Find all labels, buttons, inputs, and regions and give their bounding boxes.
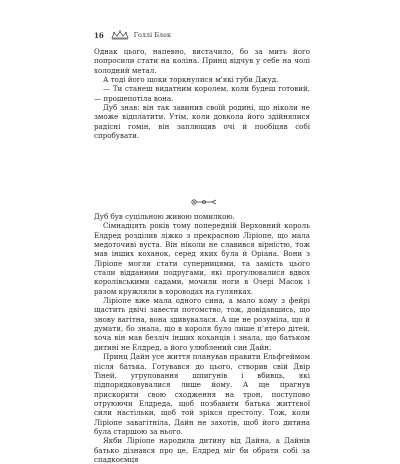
text-block-top — [94, 47, 310, 140]
text-block-bottom — [94, 212, 310, 464]
paragraph: Однак цього, напевно, вистачило, бо за мить його попросили стати на коліна. Принц відчув у себе на чолі холодний метал. — [94, 47, 310, 75]
ornamental-divider-icon — [190, 192, 218, 202]
paragraph: Дуб знав: він так завинив своїй родині, що ніколи не зможе відплатити. Утім, коли довкола його здійнялися радісні гомін, він заплющив очі й пообіцяв собі спробувати. — [94, 103, 310, 141]
paragraph: — Ти станеш видатним королем, коли будеш готовий, — прошепотіла вона. — [94, 84, 310, 103]
author-name: Голлі Блек — [133, 31, 172, 39]
paragraph: Сімнадцять років тому попередній Верховний король Елдред розділив ліжко з прекрасною Ліріопе, що мала медоточиві вуста. Він ніколи не славився вірністю, тож мав інших коханок, серед яких була й Оріана. Вони з Ліріопе могли стати суперницями, та замість цього стали відданими подругами, які прогулювалися вдвох королівськими садами, мочили ноги в Озері Масок і разом кружляли в хороводах на гулянках. — [94, 221, 310, 296]
paragraph: А тоді його щоки торкнулися м'які губи Джуд. — [103, 75, 279, 85]
page-number: 16 — [94, 30, 104, 40]
paragraph: Дуб був суцільною живою помилкою. — [94, 212, 235, 221]
paragraph: Якби Ліріопе народила дитину від Дайна, а Дайнів батько дізнався про це, Елдред міг би обрати собі за спадкоємця — [94, 436, 310, 464]
paragraph: Ліріопе вже мала одного сина, а мало кому з фейрі щастить двічі завести потомство, тож, довідавшись, що знову вагітна, вона здивувалася. А ще не розуміла, що й думати, бо знала, що в короля було лише п'ятеро дітей, хоча він мав безліч інших коханців і знала, що батьком дитині не Елдред, а його улюблений син Дайн. — [94, 296, 310, 352]
running-header — [94, 29, 171, 41]
paragraph: Принц Дайн усе життя планував правити Ельфгеймом після батька. Готувався до цього, створив свій Двір Тіней, угруповання шпигунів і вбивць, які підпорядковувалися лише йому. А ще прагнув прискорити свою сходження на трон, поступово отруюючи Елдреда, щоб позбавити батька життєвої сили настільки, щоб той зрікся престолу. Тож, коли Ліріопе завагітніла, Дайн не захотів, щоб його дитина була старшою за нього. — [94, 352, 310, 436]
crown-icon — [110, 30, 130, 40]
